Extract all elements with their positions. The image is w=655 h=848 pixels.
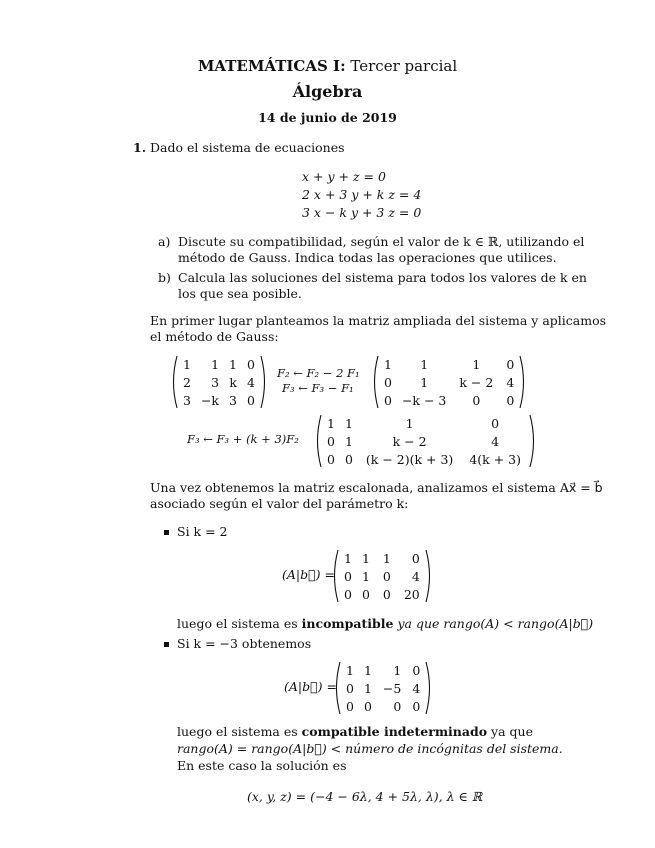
matrix-entry: 0 bbox=[393, 698, 402, 714]
matrix-entry: 1 bbox=[344, 550, 352, 566]
matrix-echelon bbox=[314, 414, 537, 468]
matrix-entry: 3 bbox=[183, 392, 191, 408]
text-fragment: ya que rango(A) < rango(A|b⃗) bbox=[397, 616, 594, 631]
matrix-entry: 0 bbox=[411, 550, 420, 566]
text-fragment: luego el sistema es bbox=[177, 724, 298, 739]
page-title bbox=[0, 57, 655, 75]
case-1-conclusion bbox=[177, 616, 593, 631]
analysis-line1: Una vez obtenemos la matriz escalonada, analizamos el sistema Ax⃗ = b⃗ bbox=[150, 480, 603, 495]
matrix-entry: 4 bbox=[412, 680, 421, 696]
matrix-entry: 1 bbox=[363, 680, 372, 696]
matrix-entry: 4 bbox=[246, 374, 255, 390]
matrix-entry: 4(k + 3) bbox=[469, 451, 521, 467]
part-b-line2: los que sea posible. bbox=[178, 286, 302, 301]
matrix-entry: 3 bbox=[211, 374, 220, 390]
matrix-entry: 0 bbox=[327, 433, 335, 449]
matrix-entry: 0 bbox=[382, 586, 391, 602]
text-fragment: ya que bbox=[491, 724, 533, 739]
case-1-incompatible: incompatible bbox=[301, 616, 394, 631]
matrix-entry: 1 bbox=[327, 415, 335, 431]
matrix-entry: 2 bbox=[183, 374, 191, 390]
solution-intro-line1: En primer lugar planteamos la matriz ampliada del sistema y aplicamos bbox=[150, 313, 607, 328]
matrix-entry: k bbox=[229, 374, 237, 390]
matrix-entry: 3 bbox=[229, 392, 237, 408]
case-2-condition: Si k = −3 obtenemos bbox=[177, 636, 312, 651]
case-1-lhs: (A|b⃗) = bbox=[282, 567, 335, 582]
matrix-entry: 1 bbox=[363, 662, 372, 678]
case-2-matrix bbox=[333, 661, 433, 715]
matrix-entry: 20 bbox=[403, 586, 420, 602]
bullet-case-1 bbox=[164, 530, 169, 535]
matrix-initial bbox=[170, 355, 268, 409]
case-1-condition: Si k = 2 bbox=[177, 524, 228, 539]
case-2-solution: (x, y, z) = (−4 − 6λ, 4 + 5λ, λ), λ ∈ ℝ bbox=[247, 789, 483, 804]
matrix-entry: 0 bbox=[491, 415, 500, 431]
bullet-case-2 bbox=[164, 642, 169, 647]
problem-number: 1. bbox=[133, 140, 147, 155]
matrix-entry: 0 bbox=[246, 356, 255, 372]
matrix-entry: 0 bbox=[412, 662, 421, 678]
matrix-entry: 1 bbox=[393, 662, 402, 678]
equation-2: 2 x + 3 y + k z = 4 bbox=[302, 187, 422, 202]
matrix-entry: 1 bbox=[420, 356, 429, 372]
case-2-compatible: compatible indeterminado bbox=[301, 724, 488, 739]
matrix-entry: 1 bbox=[211, 356, 220, 372]
matrix-entry: 0 bbox=[346, 680, 354, 696]
matrix-entry: 4 bbox=[506, 374, 515, 390]
matrix-entry: 1 bbox=[472, 356, 481, 372]
part-a-label: a) bbox=[158, 234, 171, 249]
equation-3: 3 x − k y + 3 z = 0 bbox=[302, 205, 422, 220]
case-2-conclusion bbox=[177, 724, 533, 739]
matrix-entry: 0 bbox=[344, 568, 352, 584]
case-1-matrix bbox=[331, 549, 433, 603]
matrix-entry: 1 bbox=[344, 415, 353, 431]
matrix-entry: 0 bbox=[506, 356, 515, 372]
equation-1: x + y + z = 0 bbox=[302, 169, 386, 184]
matrix-entry: −k − 3 bbox=[401, 392, 447, 408]
text-fragment: luego el sistema es bbox=[177, 616, 298, 631]
matrix-entry: k − 2 bbox=[459, 374, 494, 390]
exam-date: 14 de junio de 2019 bbox=[258, 110, 397, 125]
row-op-3: F₃ ← F₃ + (k + 3)F₂ bbox=[187, 432, 299, 446]
matrix-entry: 0 bbox=[346, 698, 354, 714]
matrix-entry: 0 bbox=[246, 392, 255, 408]
case-2-solution-intro: En este caso la solución es bbox=[177, 758, 347, 773]
case-2-rank-line: rango(A) = rango(A|b⃗) < número de incógnitas del sistema. bbox=[177, 741, 563, 756]
matrix-entry: 0 bbox=[384, 392, 392, 408]
matrix-entry: 0 bbox=[344, 451, 353, 467]
row-op-2: F₃ ← F₃ − F₁ bbox=[282, 381, 354, 395]
solution-intro-line2: el método de Gauss: bbox=[150, 329, 279, 344]
matrix-entry: −5 bbox=[382, 680, 402, 696]
problem-intro: Dado el sistema de ecuaciones bbox=[150, 140, 345, 155]
matrix-entry: 0 bbox=[361, 586, 370, 602]
matrix-entry: 0 bbox=[344, 586, 352, 602]
matrix-entry: 0 bbox=[506, 392, 515, 408]
matrix-entry: k − 2 bbox=[392, 433, 427, 449]
part-a-line1: Discute su compatibilidad, según el valor de k ∈ ℝ, utilizando el bbox=[178, 234, 585, 249]
matrix-entry: 4 bbox=[411, 568, 420, 584]
title-rest: Tercer parcial bbox=[350, 57, 458, 75]
case-2-lhs: (A|b⃗) = bbox=[284, 679, 337, 694]
matrix-entry: 1 bbox=[229, 356, 237, 372]
matrix-entry: 1 bbox=[346, 662, 354, 678]
part-b-label: b) bbox=[158, 270, 171, 285]
matrix-entry: 0 bbox=[382, 568, 391, 584]
matrix-entry: 0 bbox=[363, 698, 372, 714]
matrix-entry: 1 bbox=[361, 568, 370, 584]
analysis-line2: asociado según el valor del parámetro k: bbox=[150, 496, 409, 511]
matrix-entry: 1 bbox=[183, 356, 191, 372]
matrix-entry: 0 bbox=[412, 698, 421, 714]
matrix-entry: (k − 2)(k + 3) bbox=[365, 451, 454, 467]
part-b-line1: Calcula las soluciones del sistema para todos los valores de k en bbox=[178, 270, 587, 285]
matrix-entry: 0 bbox=[327, 451, 335, 467]
part-a-line2: método de Gauss. Indica todas las operaciones que utilices. bbox=[178, 250, 557, 265]
matrix-step-1 bbox=[371, 355, 527, 409]
matrix-entry: 1 bbox=[382, 550, 391, 566]
matrix-entry: −k bbox=[200, 392, 220, 408]
matrix-entry: 0 bbox=[472, 392, 481, 408]
page-subtitle: Álgebra bbox=[292, 82, 363, 101]
row-op-1: F₂ ← F₂ − 2 F₁ bbox=[277, 366, 360, 380]
matrix-entry: 1 bbox=[405, 415, 414, 431]
matrix-entry: 1 bbox=[384, 356, 392, 372]
title-bold: MATEMÁTICAS I: bbox=[197, 57, 346, 75]
matrix-entry: 1 bbox=[420, 374, 429, 390]
matrix-entry: 0 bbox=[384, 374, 392, 390]
matrix-entry: 4 bbox=[491, 433, 500, 449]
matrix-entry: 1 bbox=[344, 433, 353, 449]
matrix-entry: 1 bbox=[361, 550, 370, 566]
